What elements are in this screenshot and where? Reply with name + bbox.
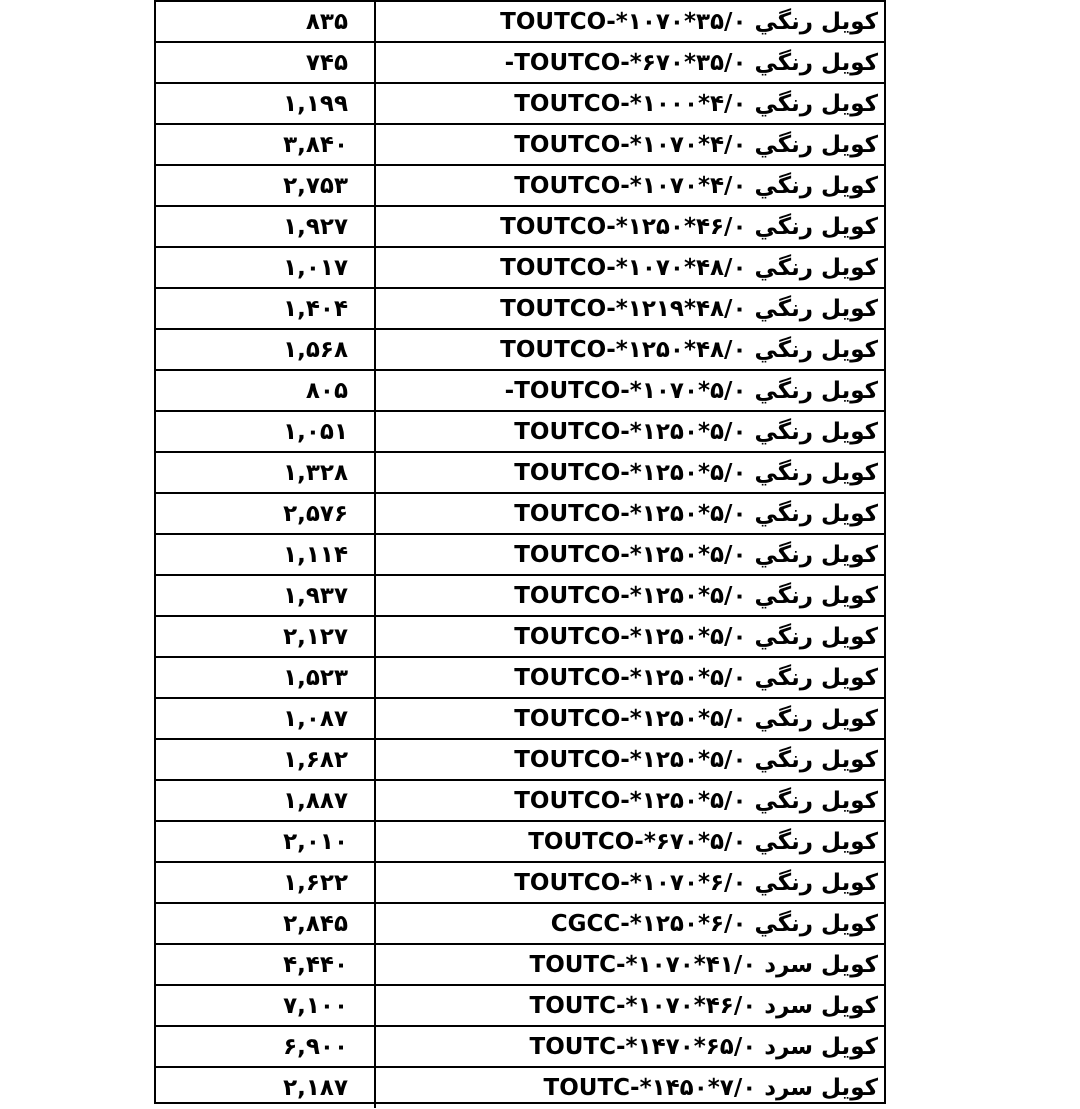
price-cell: ۷,۱۰۰ [156,985,375,1026]
table-row [156,534,884,575]
table-row [156,329,884,370]
product-description-cell: کویل رنگي ۵/۰*۱۲۵۰*-TOUTCO [375,657,884,698]
product-description-cell: کویل رنگي ۳۵/۰*۶۷۰*-TOUTCO- [375,42,884,83]
product-description-cell: کویل رنگي ۵/۰*۱۲۵۰*-TOUTCO [375,493,884,534]
price-table [156,0,884,1108]
price-cell: ۱,۰۸۷ [156,698,375,739]
product-description-cell: کویل سرد ۴۱/۰*۱۰۷۰*-TOUTC [375,944,884,985]
product-description-cell: کویل رنگي ۳۵/۰*۱۰۷۰*-TOUTCO [375,1,884,42]
table-row [156,370,884,411]
table-row [156,206,884,247]
price-cell: ۱,۵۶۸ [156,329,375,370]
price-cell: ۲,۸۴۵ [156,903,375,944]
product-description-cell: کویل رنگي ۵/۰*۱۲۵۰*-TOUTCO [375,780,884,821]
price-cell: ۱,۵۲۳ [156,657,375,698]
table-row [156,616,884,657]
price-cell: ۱,۱۹۹ [156,83,375,124]
product-description-cell: کویل رنگي ۴۸/۰*۱۲۵۰*-TOUTCO [375,329,884,370]
table-row [156,411,884,452]
table-row [156,1067,884,1108]
price-cell: ۲,۱۸۷ [156,1067,375,1108]
product-description-cell: کویل رنگي ۵/۰*۱۲۵۰*-TOUTCO [375,452,884,493]
product-description-cell: کویل رنگي ۵/۰*۱۲۵۰*-TOUTCO [375,616,884,657]
price-cell: ۱,۶۲۲ [156,862,375,903]
table-row [156,1,884,42]
table-row [156,452,884,493]
table-row [156,493,884,534]
table-row [156,698,884,739]
product-description-cell: کویل رنگي ۴۶/۰*۱۲۵۰*-TOUTCO [375,206,884,247]
product-description-cell: کویل سرد ۶۵/۰*۱۴۷۰*-TOUTC [375,1026,884,1067]
product-description-cell: کویل رنگي ۵/۰*۱۲۵۰*-TOUTCO [375,575,884,616]
price-cell: ۱,۰۵۱ [156,411,375,452]
price-cell: ۶,۹۰۰ [156,1026,375,1067]
product-description-cell: کویل رنگي ۵/۰*۱۰۷۰*-TOUTCO- [375,370,884,411]
price-cell: ۷۴۵ [156,42,375,83]
table-row [156,247,884,288]
product-description-cell: کویل رنگي ۴/۰*۱۰۷۰*-TOUTCO [375,124,884,165]
price-cell: ۱,۱۱۴ [156,534,375,575]
product-description-cell: کویل سرد ۴۶/۰*۱۰۷۰*-TOUTC [375,985,884,1026]
table-row [156,862,884,903]
table-row [156,83,884,124]
product-description-cell: کویل رنگي ۶/۰*۱۰۷۰*-TOUTCO [375,862,884,903]
product-description-cell: کویل رنگي ۵/۰*۱۲۵۰*-TOUTCO [375,739,884,780]
table-row [156,903,884,944]
product-description-cell: کویل رنگي ۵/۰*۱۲۵۰*-TOUTCO [375,534,884,575]
table-row [156,657,884,698]
product-description-cell: کویل رنگي ۵/۰*۶۷۰*-TOUTCO [375,821,884,862]
product-description-cell: کویل رنگي ۵/۰*۱۲۵۰*-TOUTCO [375,411,884,452]
price-cell: ۲,۰۱۰ [156,821,375,862]
price-list-sheet [154,0,886,1104]
price-table-body [156,1,884,1108]
price-cell: ۱,۶۸۲ [156,739,375,780]
table-row [156,42,884,83]
product-description-cell: کویل رنگي ۶/۰*۱۲۵۰*-CGCC [375,903,884,944]
price-cell: ۱,۸۸۷ [156,780,375,821]
product-description-cell: کویل سرد ۷/۰*۱۴۵۰*-TOUTC [375,1067,884,1108]
table-row [156,944,884,985]
table-row [156,288,884,329]
product-description-cell: کویل رنگي ۴/۰*۱۰۰۰*-TOUTCO [375,83,884,124]
price-cell: ۸۰۵ [156,370,375,411]
price-cell: ۲,۵۷۶ [156,493,375,534]
price-cell: ۱,۳۲۸ [156,452,375,493]
price-cell: ۸۳۵ [156,1,375,42]
table-row [156,575,884,616]
product-description-cell: کویل رنگي ۴۸/۰*۱۰۷۰*-TOUTCO [375,247,884,288]
price-cell: ۱,۹۳۷ [156,575,375,616]
price-cell: ۱,۴۰۴ [156,288,375,329]
price-cell: ۱,۹۲۷ [156,206,375,247]
table-row [156,739,884,780]
price-cell: ۳,۸۴۰ [156,124,375,165]
price-cell: ۱,۰۱۷ [156,247,375,288]
price-cell: ۴,۴۴۰ [156,944,375,985]
table-row [156,780,884,821]
product-description-cell: کویل رنگي ۴/۰*۱۰۷۰*-TOUTCO [375,165,884,206]
price-cell: ۲,۷۵۳ [156,165,375,206]
price-cell: ۲,۱۲۷ [156,616,375,657]
table-row [156,985,884,1026]
product-description-cell: کویل رنگي ۵/۰*۱۲۵۰*-TOUTCO [375,698,884,739]
table-row [156,1026,884,1067]
table-row [156,124,884,165]
table-row [156,165,884,206]
table-row [156,821,884,862]
product-description-cell: کویل رنگي ۴۸/۰*۱۲۱۹*-TOUTCO [375,288,884,329]
